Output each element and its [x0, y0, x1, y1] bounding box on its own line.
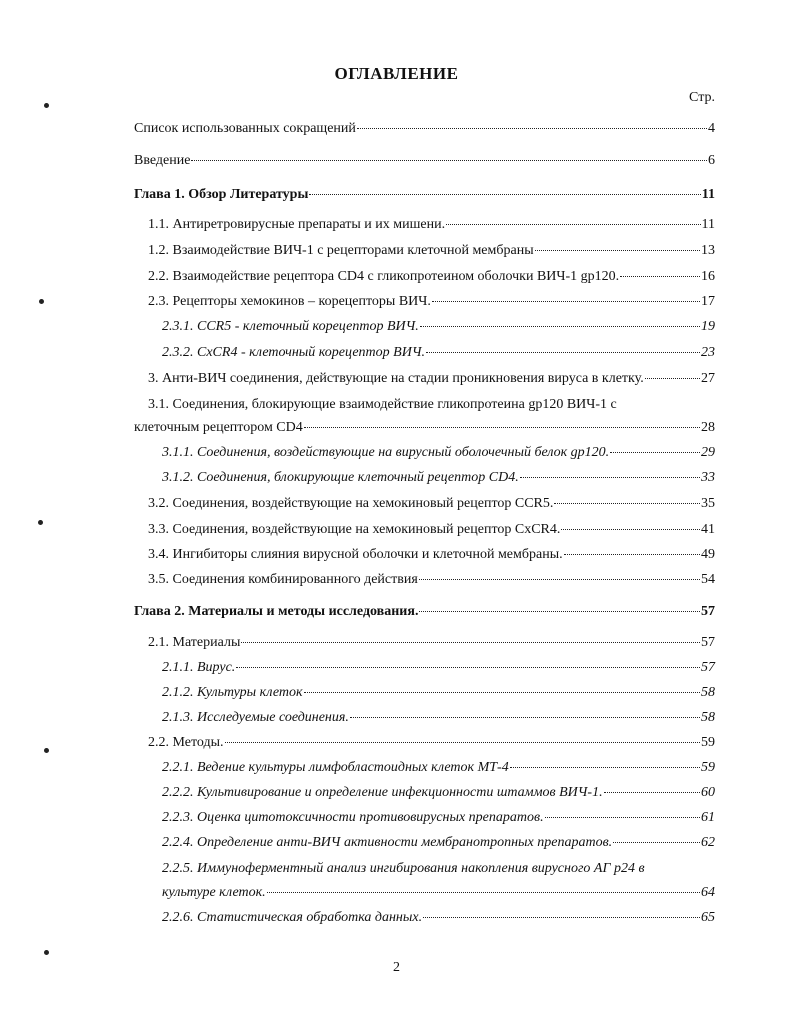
- toc-subentry-line1: 2.2.5. Иммуноферментный анализ ингибирования накопления вирусного АГ p24 в: [162, 861, 645, 876]
- toc-entry: 3.5. Соединения комбинированного действия 54: [148, 572, 715, 587]
- toc-entry: 2.3. Рецепторы хемокинов – корецепторы ВИЧ. 17: [148, 294, 715, 309]
- toc-chapter-entry: Глава 1. Обзор Литературы 11: [134, 187, 715, 202]
- margin-dot: [44, 950, 49, 955]
- toc-subentry: 2.1.3. Исследуемые соединения. 58: [162, 710, 715, 725]
- margin-dot: [39, 299, 44, 304]
- margin-dot: [44, 748, 49, 753]
- toc-entry: 3. Анти-ВИЧ соединения, действующие на стадии проникновения вируса в клетку. 27: [148, 371, 715, 386]
- toc-entry: 3.4. Ингибиторы слияния вирусной оболочки и клеточной мембраны. 49: [148, 547, 715, 562]
- margin-dot: [38, 520, 43, 525]
- toc-subentry: 2.2.6. Статистическая обработка данных. 65: [162, 910, 715, 925]
- margin-dot: [44, 103, 49, 108]
- toc-subentry: 2.3.2. CxCR4 - клеточный корецептор ВИЧ. 23: [162, 345, 715, 360]
- toc-subentry: 3.1.1. Соединения, воздействующие на вирусный оболочечный белок gp120. 29: [162, 445, 715, 460]
- toc-subentry: 2.2.1. Ведение культуры лимфобластоидных клеток МТ-4 59: [162, 760, 715, 775]
- toc-subentry: 2.1.2. Культуры клеток 58: [162, 685, 715, 700]
- page-title: ОГЛАВЛЕНИЕ: [334, 64, 459, 83]
- toc-subentry: 2.2.4. Определение анти-ВИЧ активности мембранотропных препаратов. 62: [162, 835, 715, 850]
- toc-entry: 2.2. Методы. 59: [148, 735, 715, 750]
- toc-entry: 1.1. Антиретровирусные препараты и их мишени. 11: [148, 217, 715, 232]
- toc-entry-line1: 3.1. Соединения, блокирующие взаимодействие гликопротеина gp120 ВИЧ-1 с: [148, 397, 617, 412]
- toc-entry: 2.2. Взаимодействие рецептора CD4 с гликопротеином оболочки ВИЧ-1 gp120. 16: [148, 269, 715, 284]
- toc-subentry: 2.1.1. Вирус. 57: [162, 660, 715, 675]
- page-column-label: Стр.: [689, 90, 715, 105]
- toc-subentry: культуре клеток. 64: [162, 885, 715, 900]
- toc-entry: Введение 6: [134, 153, 715, 168]
- toc-subentry: 2.2.3. Оценка цитотоксичности противовирусных препаратов. 61: [162, 810, 715, 825]
- toc-entry: клеточным рецептором CD4 28: [134, 420, 715, 435]
- toc-entry: Список использованных сокращений 4: [134, 121, 715, 136]
- toc-subentry: 2.3.1. CCR5 - клеточный корецептор ВИЧ. 19: [162, 319, 715, 334]
- toc-subentry: 3.1.2. Соединения, блокирующие клеточный рецептор CD4. 33: [162, 470, 715, 485]
- toc-chapter-entry: Глава 2. Материалы и методы исследования. 57: [134, 604, 715, 619]
- page-number: 2: [393, 960, 400, 975]
- toc-entry: 2.1. Материалы 57: [148, 635, 715, 650]
- toc-entry: 1.2. Взаимодействие ВИЧ-1 с рецепторами клеточной мембраны 13: [148, 243, 715, 258]
- toc-entry: 3.3. Соединения, воздействующие на хемокиновый рецептор CxCR4. 41: [148, 522, 715, 537]
- toc-entry: 3.2. Соединения, воздействующие на хемокиновый рецептор CCR5. 35: [148, 496, 715, 511]
- toc-subentry: 2.2.2. Культивирование и определение инфекционности штаммов ВИЧ-1. 60: [162, 785, 715, 800]
